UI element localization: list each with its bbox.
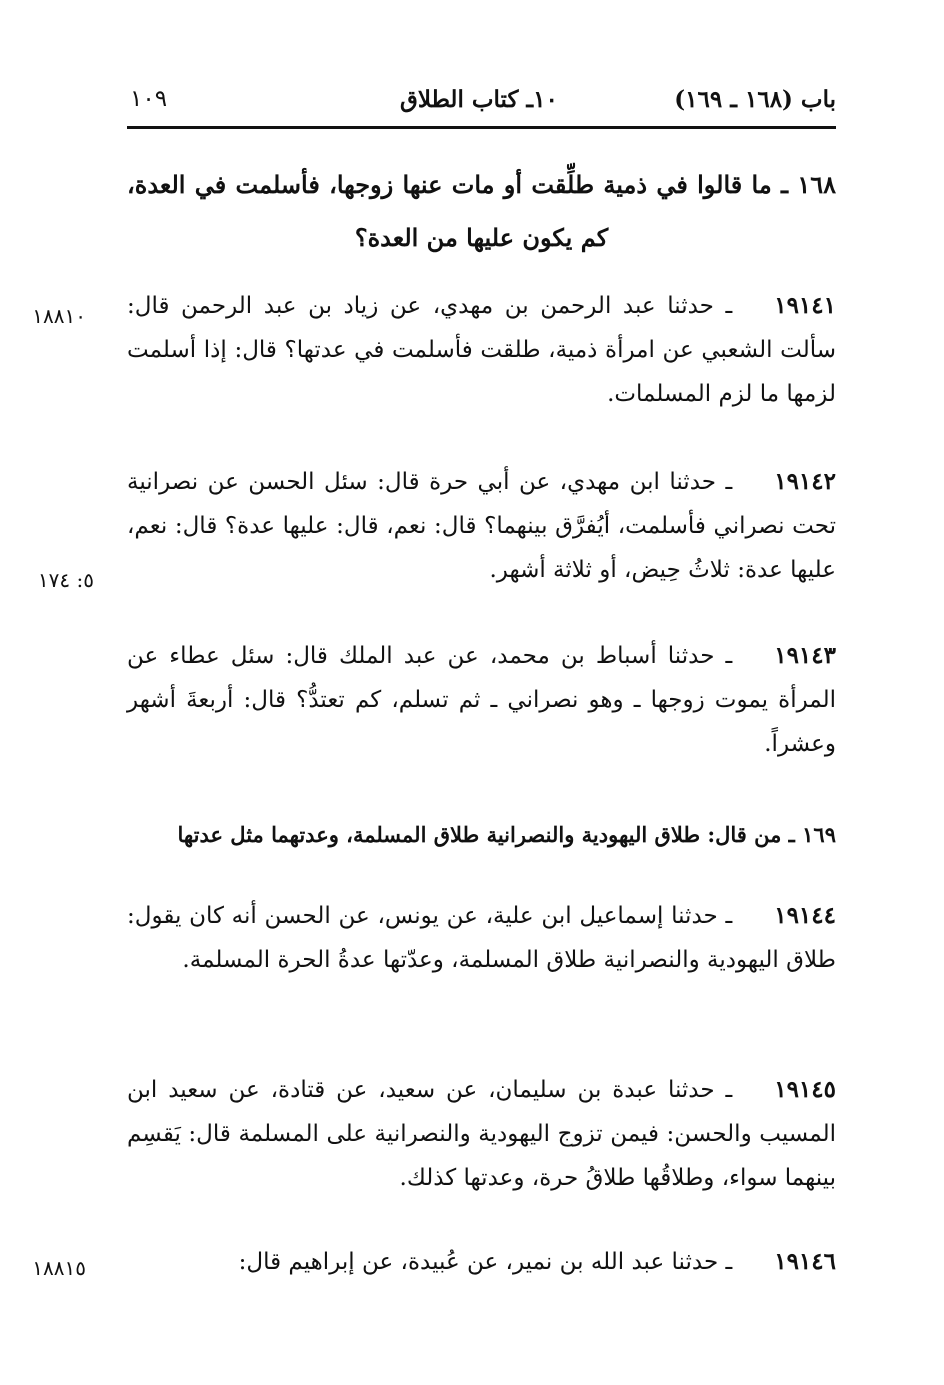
hadith-number: ١٩١٤٥ bbox=[774, 1076, 836, 1103]
chapter-169-heading: ١٦٩ ـ من قال: طلاق اليهودية والنصرانية طلاق المسلمة، وعدتهما مثل عدتها bbox=[177, 822, 836, 847]
hadith-number: ١٩١٤٢ bbox=[774, 468, 836, 495]
hadith-entry-19145 bbox=[127, 1068, 836, 1200]
hadith-number: ١٩١٤٦ bbox=[774, 1248, 836, 1275]
chapter-168-heading bbox=[127, 158, 836, 264]
running-header-chapter-range: باب (١٦٨ ـ ١٦٩) bbox=[674, 86, 836, 113]
chapter-168-line-1: ١٦٨ ـ ما قالوا في ذمية طلِّقت أو مات عنها زوجها، فأسلمت في العدة، bbox=[127, 170, 836, 199]
running-header-book-title: ١٠ـ كتاب الطلاق bbox=[400, 86, 558, 113]
header-rule bbox=[127, 126, 836, 129]
hadith-entry-19146 bbox=[127, 1240, 836, 1284]
margin-reference: ١٨٨١٠ bbox=[32, 304, 86, 328]
page-number: ١٠٩ bbox=[130, 86, 168, 112]
margin-reference: ١٨٨١٥ bbox=[32, 1256, 86, 1280]
hadith-number: ١٩١٤٣ bbox=[774, 642, 836, 669]
chapter-168-line-2: كم يكون عليها من العدة؟ bbox=[354, 223, 609, 252]
hadith-entry-19144 bbox=[127, 894, 836, 982]
hadith-text: ـ حدثنا ابن مهدي، عن أبي حرة قال: سئل الحسن عن نصرانية تحت نصراني فأسلمت، أيُفرَّق بينهما؟ قال: نعم، قال: عليها عدة؟ قال: نعم، عليها عدة: ثلاثُ حِيض، أو ثلاثة أشهر. bbox=[127, 469, 836, 583]
hadith-number: ١٩١٤١ bbox=[774, 292, 836, 319]
hadith-text: ـ حدثنا إسماعيل ابن علية، عن يونس، عن الحسن أنه كان يقول: طلاق اليهودية والنصرانية طلاق المسلمة، وعدّتها عدةُ الحرة المسلمة. bbox=[127, 903, 836, 973]
hadith-entry-19141 bbox=[127, 284, 836, 416]
hadith-text: ـ حدثنا عبد الله بن نمير، عن عُبيدة، عن إبراهيم قال: bbox=[238, 1249, 733, 1275]
margin-reference: ٥: ١٧٤ bbox=[37, 568, 94, 592]
hadith-text: ـ حدثنا عبد الرحمن بن مهدي، عن زياد بن عبد الرحمن قال: سألت الشعبي عن امرأة ذمية، طلقت فأسلمت في عدتها؟ قال: إذا أسلمت لزمها ما لزم المسلمات. bbox=[127, 293, 836, 407]
hadith-text: ـ حدثنا أسباط بن محمد، عن عبد الملك قال: سئل عطاء عن المرأة يموت زوجها ـ وهو نصراني ـ ثم تسلم، كم تعتدُّ؟ قال: أربعةَ أشهر وعشراً. bbox=[127, 643, 836, 757]
hadith-text: ـ حدثنا عبدة بن سليمان، عن سعيد، عن قتادة، عن سعيد ابن المسيب والحسن: فيمن تزوج اليهودية والنصرانية على المسلمة قال: يَقسِم بينهما سواء، وطلاقُها طلاقُ حرة، وعدتها كذلك. bbox=[127, 1077, 836, 1191]
hadith-number: ١٩١٤٤ bbox=[774, 902, 836, 929]
hadith-entry-19142 bbox=[127, 460, 836, 592]
hadith-entry-19143 bbox=[127, 634, 836, 766]
